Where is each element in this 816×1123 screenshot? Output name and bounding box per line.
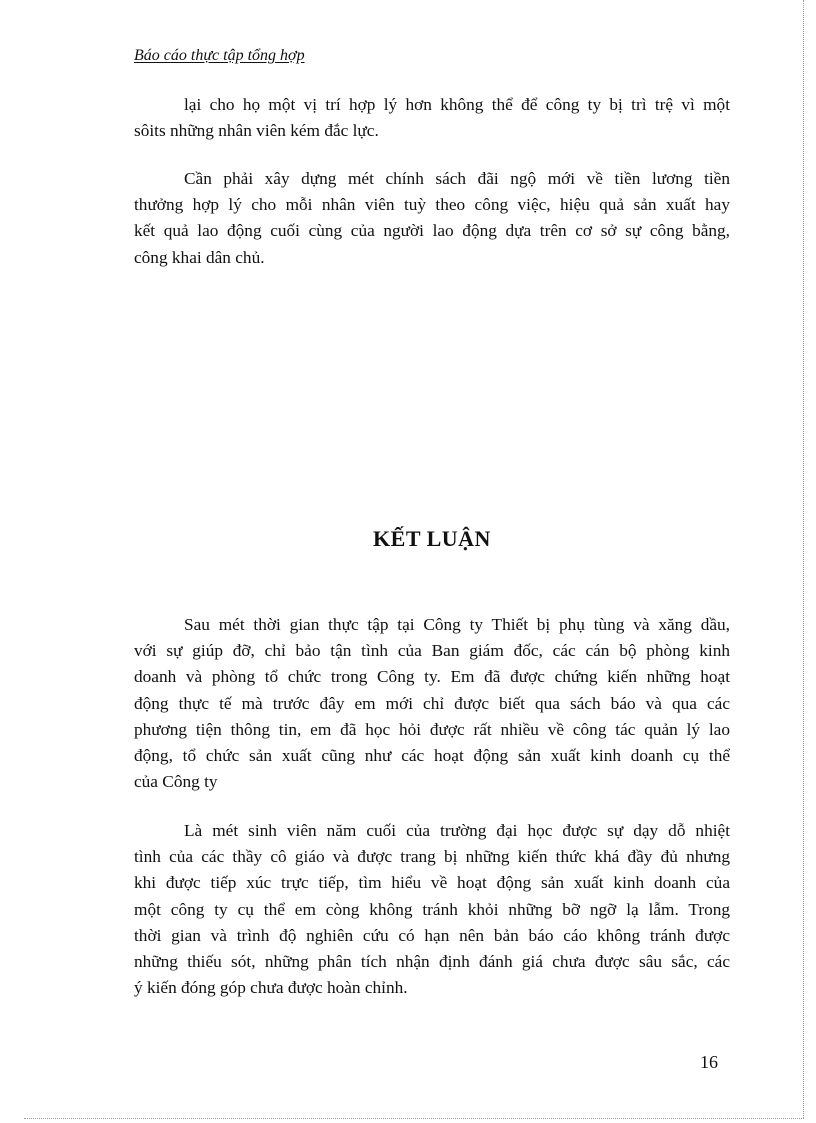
text-line: một công ty cụ thể em còng không tránh khỏi những bỡ ngỡ lạ lẫm. Trong: [134, 899, 730, 919]
text-line: khi được tiếp xúc trực tiếp, tìm hiểu về hoạt động sản xuất kinh doanh của: [134, 873, 730, 893]
text-line: sôits những nhân viên kém đắc lực.: [134, 121, 379, 141]
page-frame-bottom-border: [24, 1118, 804, 1119]
section-heading: KẾT LUẬN: [373, 526, 491, 551]
text-line: của Công ty: [134, 772, 218, 792]
text-line: những thiếu sót, những phân tích nhận định đánh giá chưa được sâu sắc, các: [134, 951, 730, 971]
conclusion-paragraph-1: [134, 612, 730, 795]
text-line: Sau mét thời gian thực tập tại Công ty Thiết bị phụ tùng và xăng dầu,: [184, 615, 730, 634]
text-line: thưởng hợp lý cho mỗi nhân viên tuỳ theo công việc, hiệu quả sản xuất hay: [134, 195, 730, 215]
text-line: kết quả lao động cuối cùng của người lao động dựa trên cơ sở sự công bằng,: [134, 221, 730, 241]
text-line: tình của các thầy cô giáo và được trang bị những kiến thức khá đầy đủ nhưng: [134, 847, 730, 867]
text-line: với sự giúp đỡ, chỉ bảo tận tình của Ban giám đốc, các cán bộ phòng kinh: [134, 641, 730, 661]
page-number: 16: [700, 1052, 718, 1072]
running-header: Báo cáo thực tập tổng hợp: [134, 47, 305, 64]
page-frame-right-border: [803, 0, 804, 1118]
text-line: Cần phải xây dựng mét chính sách đãi ngộ mới về tiền lương tiền: [184, 169, 730, 188]
text-line: động, tổ chức sản xuất cũng như các hoạt động sản xuất kinh doanh cụ thể: [134, 745, 730, 765]
text-line: lại cho họ một vị trí hợp lý hơn không thể để công ty bị trì trệ vì một: [184, 95, 730, 114]
text-line: phương tiện thông tin, em đã học hỏi được rất nhiều về công tác quản lý lao: [134, 719, 730, 739]
conclusion-paragraph-2: [134, 818, 730, 1001]
text-line: ý kiến đóng góp chưa được hoàn chỉnh.: [134, 978, 408, 998]
text-line: động thực tế mà trước đây em mới chỉ được biết qua sách báo và qua các: [134, 693, 730, 713]
text-line: doanh và phòng tổ chức trong Công ty. Em đã được chứng kiến những hoạt: [134, 667, 730, 687]
paragraph-2: [134, 166, 730, 271]
text-line: thời gian và trình độ nghiên cứu có hạn nên bản báo cáo không tránh được: [134, 925, 730, 945]
paragraph-1: [134, 92, 730, 144]
text-line: Là mét sinh viên năm cuối của trường đại học được sự dạy dỗ nhiệt: [184, 821, 730, 840]
text-line: công khai dân chủ.: [134, 247, 265, 267]
